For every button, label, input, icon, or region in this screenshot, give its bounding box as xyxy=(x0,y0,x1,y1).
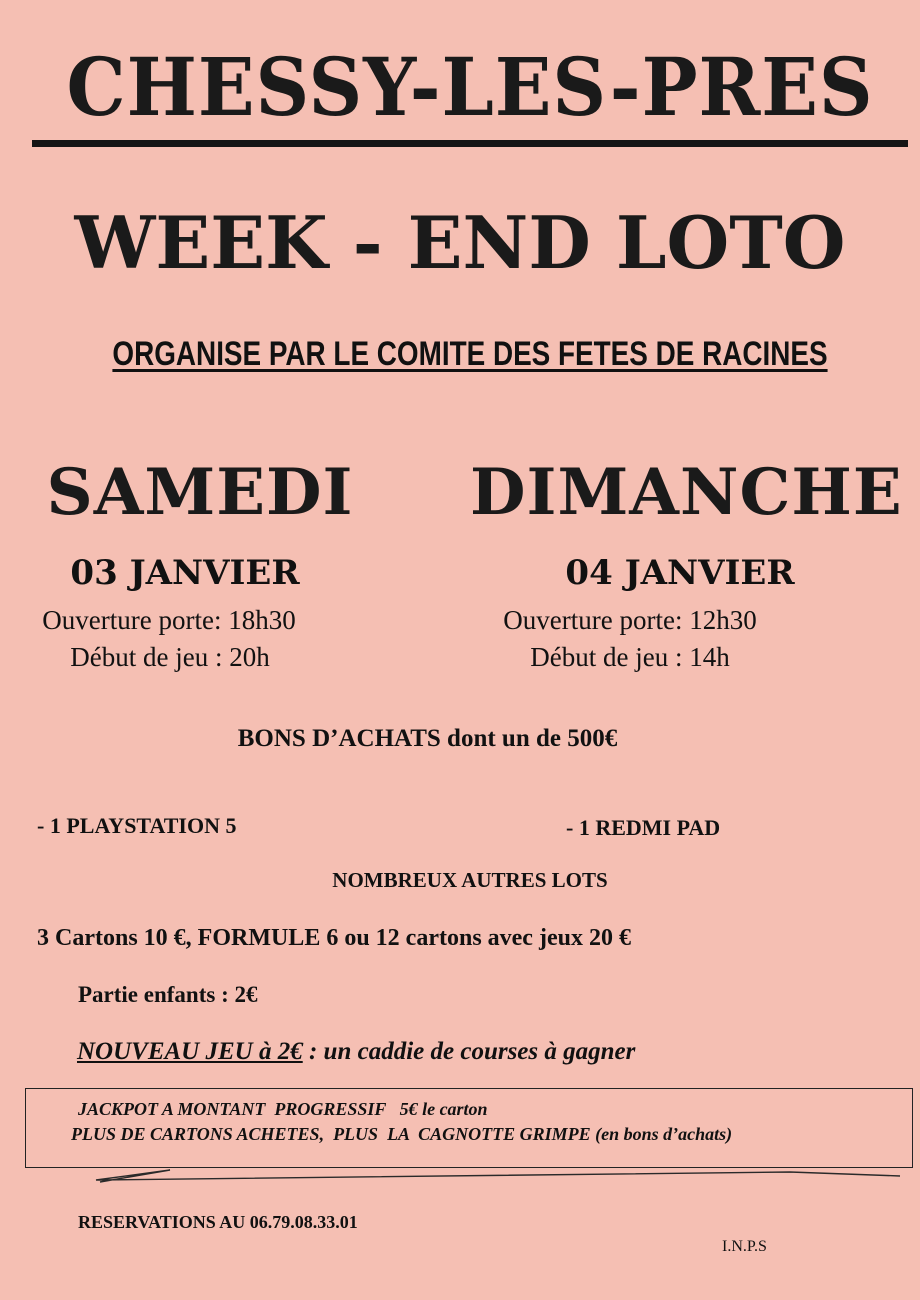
prize-playstation: - 1 PLAYSTATION 5 xyxy=(37,813,237,838)
jackpot-box xyxy=(25,1088,913,1168)
carton-pricing: 3 Cartons 10 €, FORMULE 6 ou 12 cartons avec jeux 20 € xyxy=(37,925,631,951)
vouchers-line: BONS D’ACHATS dont un de 500€ xyxy=(237,725,618,752)
day-name-saturday: SAMEDI xyxy=(46,455,354,530)
new-game-line xyxy=(77,1038,635,1066)
town-title: CHESSY-LES-PRES xyxy=(66,40,874,134)
start-sunday: Début de jeu : 14h xyxy=(530,642,730,672)
new-game-highlight: NOUVEAU JEU à 2€ xyxy=(77,1038,303,1065)
jackpot-line-2: PLUS DE CARTONS ACHETES, PLUS LA CAGNOTTE GRIMPE (en bons d’achats) xyxy=(71,1124,733,1144)
jackpot-line-1: JACKPOT A MONTANT PROGRESSIF 5€ le carton xyxy=(78,1099,488,1119)
children-game-price: Partie enfants : 2€ xyxy=(78,982,258,1007)
reservations-line: RESERVATIONS AU 06.79.08.33.01 xyxy=(78,1212,358,1232)
day-name-sunday: DIMANCHE xyxy=(470,455,903,530)
new-game-description: : un caddie de courses à gagner xyxy=(302,1038,636,1065)
other-prizes: NOMBREUX AUTRES LOTS xyxy=(332,868,608,892)
prize-redmi-pad: - 1 REDMI PAD xyxy=(566,815,721,840)
opening-sunday: Ouverture porte: 12h30 xyxy=(503,605,757,635)
pen-scribble-line xyxy=(90,1160,910,1200)
title-underline xyxy=(32,140,908,147)
start-saturday: Début de jeu : 20h xyxy=(70,642,270,672)
opening-saturday: Ouverture porte: 18h30 xyxy=(42,605,296,635)
day-date-saturday: 03 JANVIER xyxy=(70,553,300,593)
day-date-sunday: 04 JANVIER xyxy=(565,553,795,593)
event-title: WEEK - END LOTO xyxy=(74,200,846,285)
organiser-line: ORGANISE PAR LE COMITE DES FETES DE RACINES xyxy=(112,335,828,373)
printer-credit: I.N.P.S xyxy=(722,1238,767,1255)
